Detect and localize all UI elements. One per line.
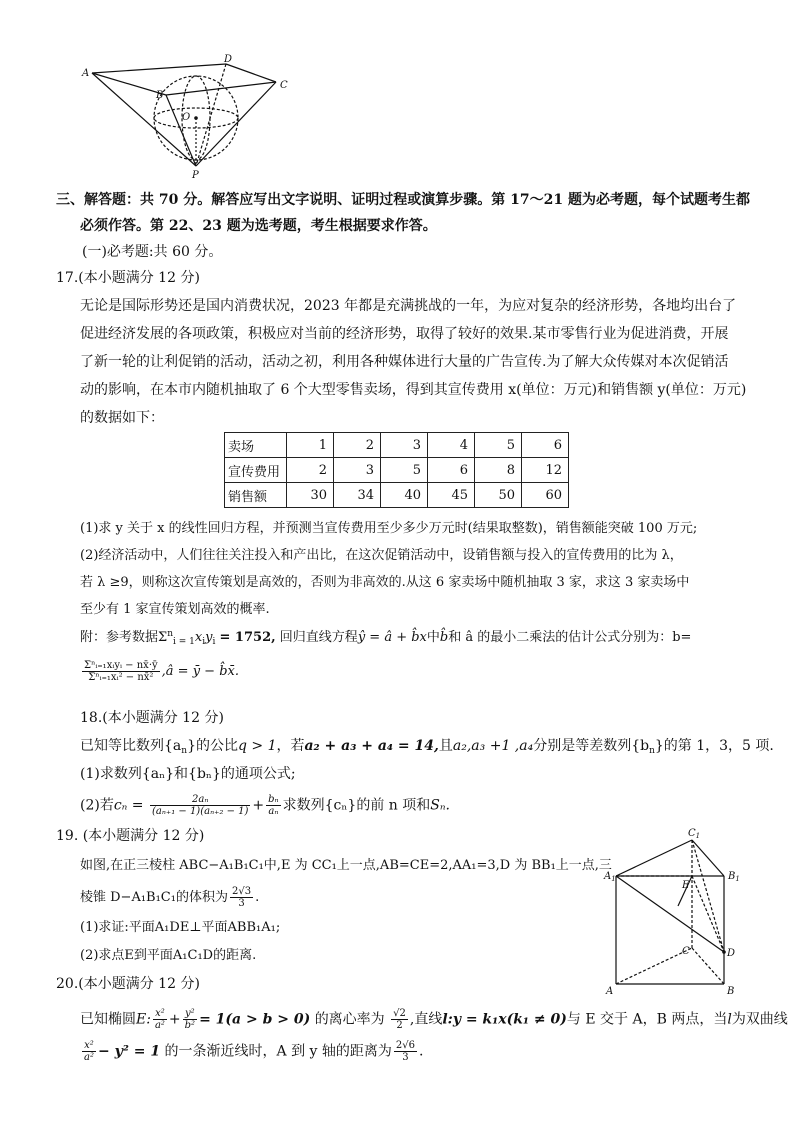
bn-fraction [266,794,280,817]
hyperbola-equation: − y² = 1 [97,1043,161,1060]
y-fraction [183,1008,197,1031]
fraction-denominator: 3 [238,898,245,909]
q18-text: 分别是等差数列{b [533,738,650,754]
sum-upper: n [167,629,174,639]
table-cell: 12 [522,458,569,483]
table-cell: 5 [381,458,428,483]
edge-CB [692,948,724,984]
q20-title: 20.(本小题满分 12 分) [56,976,200,992]
q17-sub-1: (1)求 y 关于 x 的线性回归方程，并预测当宣传费用至少多少万元时(结果取整数)，销售额能突破 100 万元; [80,521,698,536]
fraction-numerator: 2aₙ [150,794,250,806]
label-D: D [727,948,736,959]
q19-text: 棱锥 D−A₁B₁C₁的体积为 [80,890,228,905]
cn-fraction [150,794,250,817]
label-A: A [82,68,90,79]
q20-text: 与 E 交于 A，B 两点，当 [566,1011,728,1028]
q18-text: 且 [438,738,453,754]
q19-sub-1: (1)求证:平面A₁DE⊥平面ABB₁A₁; [80,920,281,935]
var-x: x [194,630,203,645]
edge-BC [166,82,276,95]
q17-sub-2b: 若 λ ≥9，则称这次宣传策划是高效的，否则为非高效的.从这 6 家卖场中随机抽取 3 家，求这 3 家卖场中 [80,575,690,590]
label-B: B [156,90,164,101]
b-hat: b̂ [439,630,449,645]
q20-text: ,直线 [409,1011,443,1028]
q17-data-table [224,432,569,508]
regression-equation: ŷ = â + b̂x [357,630,427,645]
q19-para-2 [80,886,259,909]
q17-title: 17.(本小题满分 12 分) [56,270,200,286]
q17-para-1: 无论是国际形势还是国内消费状况，2023 年都是充满挑战的一年，为应对复杂的经济形势，各地均出台了 [80,298,737,314]
table-cell: 3 [381,433,428,458]
q18-para-1 [80,736,774,758]
table-cell: 6 [428,458,475,483]
fraction-denominator: 2 [396,1020,403,1031]
q18-title: 18.(本小题满分 12 分) [80,710,224,726]
edge-AD [92,64,226,73]
section3-heading: 三、解答题：共 70 分。解答应写出文字说明、证明过程或演算步骤。第 17～21 题为必考题，每个试题考生都 [56,192,750,208]
q18-sub-2 [80,794,450,817]
fraction-numerator: Σⁿᵢ₌₁xᵢyᵢ − nx̄·ȳ [84,660,158,671]
terms: a₂,a₃ +1 ,a₄ [452,738,534,754]
q18-text: ，若 [276,738,305,754]
q20-para-2 [80,1040,423,1063]
table-cell: 4 [428,433,475,458]
sn: Sₙ. [430,797,450,814]
label-O: O [182,112,191,123]
segment-C1D [692,840,724,952]
q19-text: . [255,890,260,905]
edge-A1C1 [616,840,692,876]
least-squares-fraction [82,660,160,683]
index-n: n [649,746,655,756]
q17-reference [80,628,691,649]
table-cell: 34 [334,483,381,508]
x-fraction [153,1008,167,1031]
q19-title: 19. (本小题满分 12 分) [56,828,205,844]
sum-symbol: Σ [158,630,168,645]
table-row [225,458,569,483]
fraction-numerator: x² [153,1008,167,1020]
q18-text: }的第 1，3，5 项. [654,738,774,754]
table-header-cell: 销售额 [225,483,287,508]
table-cell: 40 [381,483,428,508]
table-cell: 60 [522,483,569,508]
fraction-numerator: y² [183,1008,197,1020]
ref-text: 和 â 的最小二乘法的估计公式分别为：b= [448,630,692,645]
table-cell: 8 [475,458,522,483]
center-point-O [194,116,198,120]
a-hat-formula: ,â = ȳ − b̂x̄. [161,664,239,679]
prism-figure [596,826,746,998]
q18-text: (2)若 [80,797,114,814]
fraction-denominator: (aₙ₊₁ − 1)(aₙ₊₂ − 1) [152,806,249,817]
label-C: C [682,946,690,957]
q19-para-1: 如图,在正三棱柱 ABC−A₁B₁C₁中,E 为 CC₁上一点,AB=CE=2,AA₁=3,D 为 BB₁上一点,三 [80,858,612,873]
q19-sub-2: (2)求点E到平面A₁C₁D的距离. [80,948,257,963]
fraction-numerator: 2√3 [231,886,252,897]
fraction-denominator: aₙ [268,806,279,817]
edge-BP [166,95,196,166]
ellipse-equation: = 1(a > b > 0) [199,1011,311,1028]
index-i: i [202,637,206,647]
pyramid-sphere-figure [78,48,308,182]
q18-text: }的公比 [187,738,238,754]
point-D [722,950,726,954]
q18-sub-1: (1)求数列{aₙ}和{bₙ}的通项公式; [80,766,296,782]
table-cell: 30 [287,483,334,508]
sum-lower: i = 1 [173,637,195,647]
distance-fraction [394,1040,417,1063]
plus-sign: + [252,797,265,814]
table-cell: 5 [475,433,522,458]
label-P: P [192,170,199,181]
table-cell: 50 [475,483,522,508]
label-B: B [727,986,735,997]
q20-text: 的离心率为 [314,1011,385,1028]
fraction-numerator: 2√6 [395,1040,416,1051]
fraction-denominator: a² [84,1052,94,1063]
table-row [225,433,569,458]
fraction-numerator: x² [82,1040,96,1052]
q20-text: 为双曲线 [731,1011,788,1028]
q17-sub-2a: (2)经济活动中，人们往往关注投入和产出比，在这次促销活动中，设销售额与投入的宣传费用的比为 λ， [80,548,683,563]
ref-text: 中 [426,630,440,645]
edge-AC [616,948,692,984]
fraction-numerator: bₙ [268,794,279,805]
table-header-cell: 宣传费用 [225,458,287,483]
ref-text: 回归直线方程 [279,630,358,645]
line-l: l [727,1011,732,1028]
section3-heading-2: 必须作答。第 22、23 题为选考题，考生根据要求作答。 [80,218,437,234]
label-A: A [606,986,614,997]
fraction-denominator: Σⁿᵢ₌₁xᵢ² − nx̄² [88,672,154,683]
table-cell: 2 [287,458,334,483]
ref-label: 附：参考数据 [80,630,159,645]
edge-DC [226,64,276,82]
ratio-condition: q > 1 [237,738,277,754]
q17-para-5: 的数据如下： [80,410,164,426]
q20-text: 的一条渐近线时，A 到 y 轴的距离为 [164,1043,392,1060]
fraction-numerator: √2 [393,1008,406,1019]
edge-AP [92,73,196,166]
label-B1: $B_1$ [728,871,740,883]
q20-text: 已知椭圆 [80,1011,136,1028]
label-A1: $A_1$ [604,871,616,883]
label-C1: $C_1$ [688,828,701,840]
sum-value: = 1752, [219,630,276,645]
fraction-denominator: b² [184,1020,196,1031]
edge-C1B1 [692,840,724,876]
label-E: E [682,880,690,891]
hyperbola-fraction [82,1040,96,1063]
plus-sign: + [168,1011,181,1028]
cn-definition: cₙ = [113,797,144,814]
index-i: i [212,637,216,647]
label-C: C [280,80,288,91]
var-y: y [205,630,213,645]
table-cell: 45 [428,483,475,508]
fraction-denominator: 3 [402,1052,409,1063]
table-cell: 1 [287,433,334,458]
q17-formula [80,660,239,683]
table-cell: 2 [334,433,381,458]
q17-para-3: 了新一轮的让利促销的活动，活动之初，利用各种媒体进行大量的广告宣传.为了解大众传媒对本次促销活 [80,354,729,370]
sum-condition: a₂ + a₃ + a₄ = 14, [304,738,439,754]
table-cell: 3 [334,458,381,483]
index-n: n [181,746,188,756]
table-header-cell: 卖场 [225,433,287,458]
q20-para-1 [80,1008,788,1031]
fraction-denominator: a² [154,1020,165,1031]
volume-fraction [230,886,253,909]
q18-text: 求数列{cₙ}的前 n 项和 [282,797,431,814]
ellipse-name: E: [136,1011,151,1028]
label-D: D [224,54,233,65]
table-row [225,483,569,508]
q20-text: . [419,1043,424,1060]
q17-para-4: 动的影响，在本市内随机抽取了 6 个大型零售卖场，得到其宣传费用 x(单位：万元)和销售额 y(单位：万元) [80,382,747,398]
line-equation: l:y = k₁x(k₁ ≠ 0) [442,1011,567,1028]
q17-para-2: 促进经济发展的各项政策，积极应对当前的经济形势，取得了较好的效果.某市零售行业为促进消费，开展 [80,326,729,342]
eccentricity-fraction [391,1008,408,1031]
edge-AB [92,73,166,95]
table-cell: 6 [522,433,569,458]
q18-text: 已知等比数列{a [80,738,182,754]
q17-sub-2c: 至少有 1 家宣传策划高效的概率. [80,602,270,617]
section3-required: (一)必考题:共 60 分。 [82,244,223,260]
